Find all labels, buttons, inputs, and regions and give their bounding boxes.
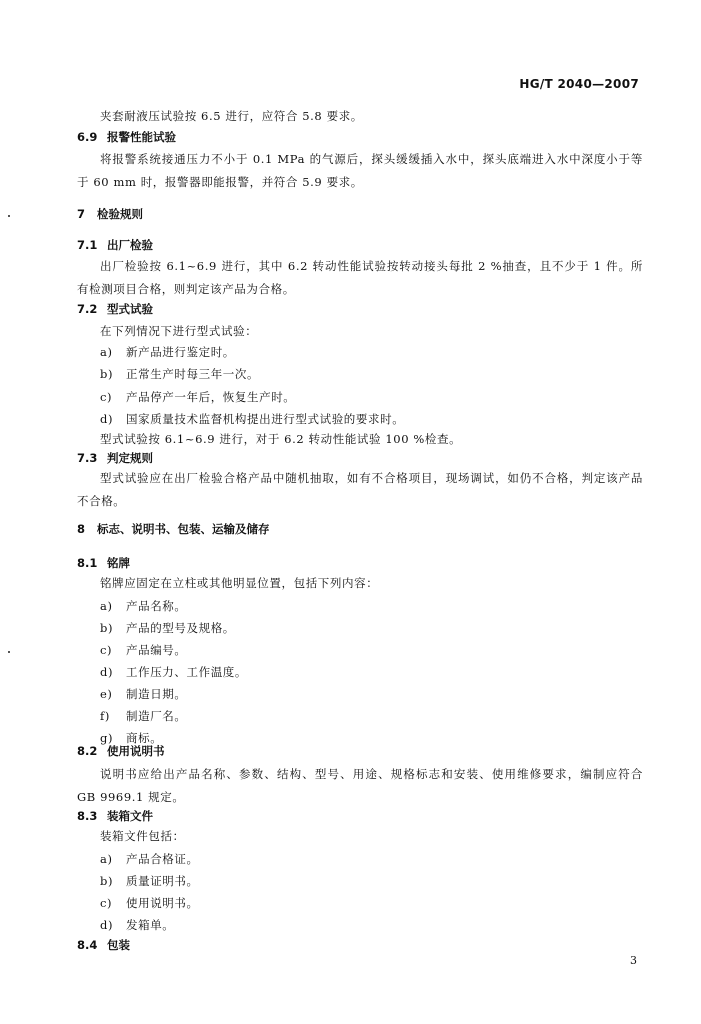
paragraph-8-3: 装箱文件包括： <box>100 829 185 843</box>
paragraph-jacket-test: 夹套耐液压试验按 6.5 进行，应符合 5.8 要求。 <box>100 109 363 123</box>
section-8-3-heading <box>77 808 153 824</box>
section-number: 8.1 <box>77 556 98 570</box>
section-8-1-heading <box>77 555 130 571</box>
scan-speck <box>8 651 10 653</box>
section-8-heading <box>77 521 270 537</box>
list-label: c) <box>100 390 113 404</box>
paragraph-6-9: 将报警系统接通压力不小于 0.1 MPa 的气源后，探头缓缓插入水中，探头底端进入水中深度小于等于 60 mm 时，报警器即能报警，并符合 5.9 要求。 <box>77 152 643 189</box>
list-label: b) <box>100 367 114 381</box>
list-label: d) <box>100 918 114 932</box>
paragraph-7-2-b: 型式试验按 6.1~6.9 进行，对于 6.2 转动性能试验 100 %检查。 <box>100 432 462 446</box>
list-label: a) <box>100 599 113 613</box>
section-title: 使用说明书 <box>107 744 165 758</box>
list-text: 制造日期。 <box>126 687 187 701</box>
list-label: d) <box>100 412 114 426</box>
section-7-1-heading <box>77 237 153 253</box>
section-number: 7.1 <box>77 238 98 252</box>
standard-number: HG/T 2040—2007 <box>519 77 639 91</box>
paragraph-8-2: 说明书应给出产品名称、参数、结构、型号、用途、规格标志和安装、使用维修要求，编制应符合 GB 9969.1 规定。 <box>77 767 643 804</box>
section-8-2-heading <box>77 743 165 759</box>
section-title: 铭牌 <box>107 556 130 570</box>
section-title: 装箱文件 <box>107 809 153 823</box>
section-number: 8.2 <box>77 744 98 758</box>
list-text: 质量证明书。 <box>126 874 199 888</box>
section-number: 8.3 <box>77 809 98 823</box>
list-item <box>100 620 235 636</box>
list-text: 使用说明书。 <box>126 896 199 910</box>
list-text: 产品的型号及规格。 <box>126 621 235 635</box>
list-text: 制造厂名。 <box>126 709 187 723</box>
list-item <box>100 873 199 889</box>
section-title: 包装 <box>107 938 130 952</box>
list-item <box>100 642 187 658</box>
section-title: 型式试验 <box>107 302 153 316</box>
section-title: 检验规则 <box>97 207 143 221</box>
list-item <box>100 411 404 427</box>
list-label: b) <box>100 874 114 888</box>
section-7-heading <box>77 206 143 222</box>
section-title: 标志、说明书、包装、运输及储存 <box>97 522 270 536</box>
list-label: a) <box>100 345 113 359</box>
list-text: 产品合格证。 <box>126 852 199 866</box>
list-text: 工作压力、工作温度。 <box>126 665 247 679</box>
list-text: 产品名称。 <box>126 599 187 613</box>
section-number: 7 <box>77 207 86 221</box>
list-item <box>100 598 187 614</box>
list-text: 国家质量技术监督机构提出进行型式试验的要求时。 <box>126 412 405 426</box>
list-item <box>100 664 247 680</box>
list-text: 正常生产时每三年一次。 <box>126 367 260 381</box>
paragraph-7-1: 出厂检验按 6.1~6.9 进行，其中 6.2 转动性能试验按转动接头每批 2 %抽查，且不少于 1 件。所有检测项目合格，则判定该产品为合格。 <box>77 259 643 296</box>
paragraph-8-1: 铭牌应固定在立柱或其他明显位置，包括下列内容： <box>100 576 379 590</box>
list-item <box>100 895 199 911</box>
section-number: 7.2 <box>77 302 98 316</box>
list-label: f) <box>100 709 110 723</box>
list-label: a) <box>100 852 113 866</box>
list-item <box>100 344 235 360</box>
list-item <box>100 389 295 405</box>
list-text: 产品停产一年后，恢复生产时。 <box>126 390 296 404</box>
section-title: 出厂检验 <box>107 238 153 252</box>
list-item <box>100 851 199 867</box>
list-text: 发箱单。 <box>126 918 175 932</box>
list-item <box>100 917 174 933</box>
section-7-3-heading <box>77 450 153 466</box>
list-item <box>100 686 187 702</box>
list-label: c) <box>100 643 113 657</box>
list-label: d) <box>100 665 114 679</box>
list-label: b) <box>100 621 114 635</box>
list-item <box>100 366 259 382</box>
list-label: c) <box>100 896 113 910</box>
section-title: 判定规则 <box>107 451 153 465</box>
section-7-2-heading <box>77 301 153 317</box>
scan-speck <box>8 215 10 217</box>
section-number: 8 <box>77 522 86 536</box>
list-text: 商标。 <box>126 731 163 745</box>
paragraph-7-3: 型式试验应在出厂检验合格产品中随机抽取，如有不合格项目，现场调试，如仍不合格，判定该产品不合格。 <box>77 471 643 508</box>
list-label: g) <box>100 731 114 745</box>
section-number: 8.4 <box>77 938 98 952</box>
list-text: 新产品进行鉴定时。 <box>126 345 235 359</box>
list-text: 产品编号。 <box>126 643 187 657</box>
section-number: 7.3 <box>77 451 98 465</box>
section-number: 6.9 <box>77 130 98 144</box>
section-title: 报警性能试验 <box>107 130 176 144</box>
section-6-9-heading <box>77 129 176 145</box>
list-label: e) <box>100 687 113 701</box>
page-number: 3 <box>630 954 637 967</box>
list-item <box>100 708 187 724</box>
paragraph-7-2: 在下列情况下进行型式试验： <box>100 324 258 338</box>
section-8-4-heading <box>77 937 130 953</box>
